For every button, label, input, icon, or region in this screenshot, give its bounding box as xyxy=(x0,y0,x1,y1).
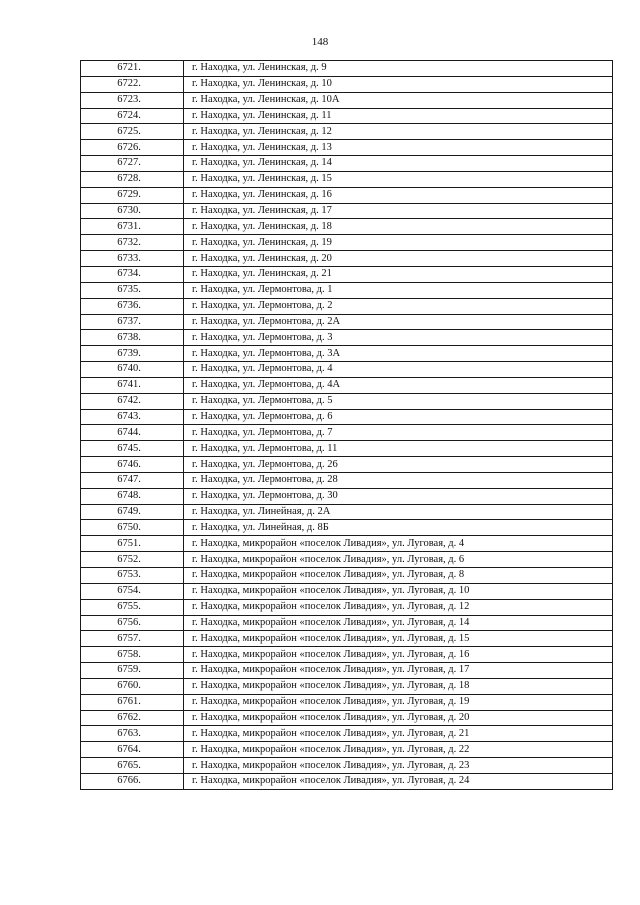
table-row xyxy=(81,124,613,140)
row-number: 6731. xyxy=(81,219,184,235)
row-number: 6739. xyxy=(81,346,184,362)
row-address: г. Находка, ул. Лермонтова, д. 7 xyxy=(184,425,613,441)
address-table-body xyxy=(81,61,613,790)
row-address: г. Находка, микрорайон «поселок Ливадия», ул. Луговая, д. 12 xyxy=(184,599,613,615)
row-address: г. Находка, микрорайон «поселок Ливадия», ул. Луговая, д. 17 xyxy=(184,663,613,679)
row-number: 6750. xyxy=(81,520,184,536)
table-row xyxy=(81,536,613,552)
row-number: 6742. xyxy=(81,393,184,409)
row-address: г. Находка, ул. Ленинская, д. 17 xyxy=(184,203,613,219)
row-number: 6763. xyxy=(81,726,184,742)
row-address: г. Находка, ул. Линейная, д. 2А xyxy=(184,504,613,520)
table-row xyxy=(81,504,613,520)
row-number: 6755. xyxy=(81,599,184,615)
row-address: г. Находка, ул. Ленинская, д. 20 xyxy=(184,251,613,267)
table-row xyxy=(81,441,613,457)
row-address: г. Находка, ул. Лермонтова, д. 2А xyxy=(184,314,613,330)
row-number: 6749. xyxy=(81,504,184,520)
row-address: г. Находка, ул. Ленинская, д. 10 xyxy=(184,76,613,92)
table-row xyxy=(81,520,613,536)
table-row xyxy=(81,61,613,77)
table-row xyxy=(81,472,613,488)
row-number: 6740. xyxy=(81,362,184,378)
row-address: г. Находка, ул. Ленинская, д. 11 xyxy=(184,108,613,124)
row-number: 6766. xyxy=(81,773,184,789)
row-address: г. Находка, микрорайон «поселок Ливадия», ул. Луговая, д. 10 xyxy=(184,583,613,599)
row-address: г. Находка, ул. Ленинская, д. 9 xyxy=(184,61,613,77)
row-address: г. Находка, микрорайон «поселок Ливадия», ул. Луговая, д. 18 xyxy=(184,678,613,694)
row-number: 6723. xyxy=(81,92,184,108)
row-address: г. Находка, микрорайон «поселок Ливадия», ул. Луговая, д. 22 xyxy=(184,742,613,758)
row-address: г. Находка, ул. Ленинская, д. 18 xyxy=(184,219,613,235)
row-number: 6751. xyxy=(81,536,184,552)
row-address: г. Находка, ул. Лермонтова, д. 4 xyxy=(184,362,613,378)
row-address: г. Находка, микрорайон «поселок Ливадия», ул. Луговая, д. 20 xyxy=(184,710,613,726)
table-row xyxy=(81,346,613,362)
row-address: г. Находка, ул. Ленинская, д. 21 xyxy=(184,266,613,282)
row-address: г. Находка, ул. Лермонтова, д. 11 xyxy=(184,441,613,457)
table-row xyxy=(81,631,613,647)
row-address: г. Находка, ул. Лермонтова, д. 2 xyxy=(184,298,613,314)
row-number: 6756. xyxy=(81,615,184,631)
table-row xyxy=(81,282,613,298)
table-row xyxy=(81,758,613,774)
table-row xyxy=(81,742,613,758)
table-row xyxy=(81,393,613,409)
row-address: г. Находка, ул. Лермонтова, д. 26 xyxy=(184,457,613,473)
table-row xyxy=(81,251,613,267)
table-row xyxy=(81,552,613,568)
table-row xyxy=(81,156,613,172)
row-address: г. Находка, ул. Лермонтова, д. 5 xyxy=(184,393,613,409)
table-row xyxy=(81,187,613,203)
row-address: г. Находка, ул. Лермонтова, д. 3 xyxy=(184,330,613,346)
row-address: г. Находка, микрорайон «поселок Ливадия», ул. Луговая, д. 6 xyxy=(184,552,613,568)
table-row xyxy=(81,219,613,235)
row-number: 6745. xyxy=(81,441,184,457)
page-number: 148 xyxy=(311,36,329,48)
row-number: 6753. xyxy=(81,568,184,584)
row-number: 6764. xyxy=(81,742,184,758)
row-number: 6758. xyxy=(81,647,184,663)
row-address: г. Находка, ул. Ленинская, д. 13 xyxy=(184,140,613,156)
row-number: 6759. xyxy=(81,663,184,679)
row-number: 6765. xyxy=(81,758,184,774)
table-row xyxy=(81,298,613,314)
table-row xyxy=(81,203,613,219)
row-address: г. Находка, ул. Ленинская, д. 15 xyxy=(184,171,613,187)
row-number: 6744. xyxy=(81,425,184,441)
row-number: 6721. xyxy=(81,61,184,77)
table-row xyxy=(81,377,613,393)
table-row xyxy=(81,678,613,694)
table-row xyxy=(81,108,613,124)
row-address: г. Находка, микрорайон «поселок Ливадия», ул. Луговая, д. 19 xyxy=(184,694,613,710)
row-number: 6762. xyxy=(81,710,184,726)
row-number: 6748. xyxy=(81,488,184,504)
table-row xyxy=(81,615,613,631)
row-number: 6743. xyxy=(81,409,184,425)
table-row xyxy=(81,694,613,710)
table-row xyxy=(81,314,613,330)
row-number: 6754. xyxy=(81,583,184,599)
row-address: г. Находка, микрорайон «поселок Ливадия», ул. Луговая, д. 16 xyxy=(184,647,613,663)
table-row xyxy=(81,362,613,378)
table-row xyxy=(81,710,613,726)
row-number: 6746. xyxy=(81,457,184,473)
row-number: 6730. xyxy=(81,203,184,219)
row-address: г. Находка, ул. Линейная, д. 8Б xyxy=(184,520,613,536)
row-address: г. Находка, ул. Лермонтова, д. 28 xyxy=(184,472,613,488)
row-address: г. Находка, микрорайон «поселок Ливадия», ул. Луговая, д. 23 xyxy=(184,758,613,774)
table-row xyxy=(81,76,613,92)
row-address: г. Находка, ул. Ленинская, д. 12 xyxy=(184,124,613,140)
row-address: г. Находка, микрорайон «поселок Ливадия», ул. Луговая, д. 4 xyxy=(184,536,613,552)
row-number: 6736. xyxy=(81,298,184,314)
row-address: г. Находка, ул. Ленинская, д. 19 xyxy=(184,235,613,251)
row-address: г. Находка, микрорайон «поселок Ливадия», ул. Луговая, д. 15 xyxy=(184,631,613,647)
row-number: 6724. xyxy=(81,108,184,124)
table-row xyxy=(81,568,613,584)
table-row xyxy=(81,171,613,187)
table-row xyxy=(81,425,613,441)
table-row xyxy=(81,457,613,473)
row-number: 6727. xyxy=(81,156,184,172)
row-address: г. Находка, ул. Лермонтова, д. 30 xyxy=(184,488,613,504)
row-address: г. Находка, микрорайон «поселок Ливадия», ул. Луговая, д. 21 xyxy=(184,726,613,742)
row-address: г. Находка, ул. Лермонтова, д. 6 xyxy=(184,409,613,425)
row-number: 6747. xyxy=(81,472,184,488)
row-number: 6760. xyxy=(81,678,184,694)
row-number: 6728. xyxy=(81,171,184,187)
row-number: 6732. xyxy=(81,235,184,251)
table-row xyxy=(81,726,613,742)
row-number: 6738. xyxy=(81,330,184,346)
row-number: 6757. xyxy=(81,631,184,647)
table-row xyxy=(81,266,613,282)
row-number: 6734. xyxy=(81,266,184,282)
row-address: г. Находка, микрорайон «поселок Ливадия», ул. Луговая, д. 14 xyxy=(184,615,613,631)
address-table xyxy=(80,60,613,790)
row-number: 6741. xyxy=(81,377,184,393)
table-row xyxy=(81,663,613,679)
table-row xyxy=(81,599,613,615)
row-address: г. Находка, ул. Ленинская, д. 10А xyxy=(184,92,613,108)
table-row xyxy=(81,773,613,789)
row-number: 6752. xyxy=(81,552,184,568)
row-number: 6722. xyxy=(81,76,184,92)
row-number: 6729. xyxy=(81,187,184,203)
table-row xyxy=(81,647,613,663)
row-address: г. Находка, микрорайон «поселок Ливадия», ул. Луговая, д. 8 xyxy=(184,568,613,584)
table-row xyxy=(81,330,613,346)
row-address: г. Находка, ул. Лермонтова, д. 3А xyxy=(184,346,613,362)
table-row xyxy=(81,140,613,156)
table-row xyxy=(81,235,613,251)
row-number: 6726. xyxy=(81,140,184,156)
row-address: г. Находка, микрорайон «поселок Ливадия», ул. Луговая, д. 24 xyxy=(184,773,613,789)
table-row xyxy=(81,92,613,108)
row-address: г. Находка, ул. Лермонтова, д. 4А xyxy=(184,377,613,393)
row-address: г. Находка, ул. Ленинская, д. 16 xyxy=(184,187,613,203)
row-number: 6733. xyxy=(81,251,184,267)
row-address: г. Находка, ул. Ленинская, д. 14 xyxy=(184,156,613,172)
row-number: 6737. xyxy=(81,314,184,330)
row-number: 6735. xyxy=(81,282,184,298)
table-row xyxy=(81,488,613,504)
table-row xyxy=(81,583,613,599)
row-address: г. Находка, ул. Лермонтова, д. 1 xyxy=(184,282,613,298)
table-row xyxy=(81,409,613,425)
row-number: 6725. xyxy=(81,124,184,140)
row-number: 6761. xyxy=(81,694,184,710)
